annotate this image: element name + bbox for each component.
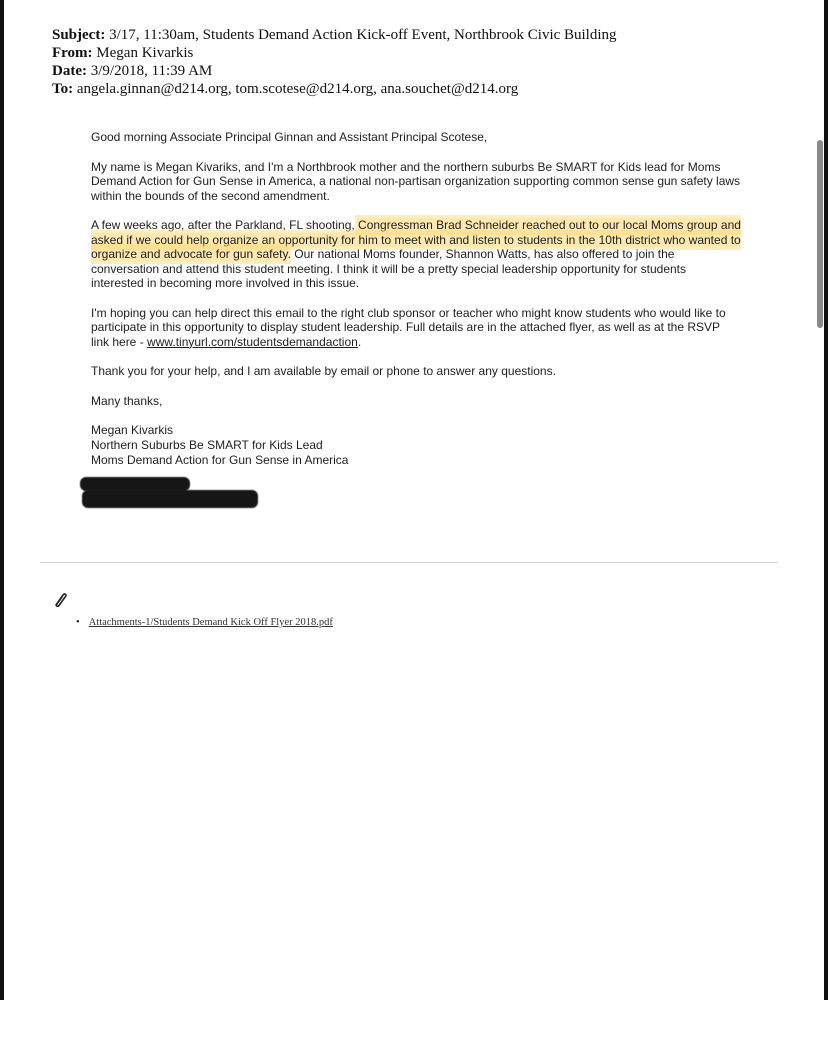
email-body	[91, 130, 741, 468]
paragraph-thanks: Thank you for your help, and I am available by email or phone to answer any questions.	[91, 364, 556, 378]
highlighted-text: Congressman Brad Schneider reached out to our local Moms group and asked if we could help organize an opportunity for him to meet with and listen to students in the 10th district who wanted to organize and advocate for gun safety	[91, 218, 741, 261]
subject-row	[52, 26, 792, 44]
closing: Many thanks,	[91, 393, 163, 408]
from-label: From:	[52, 45, 93, 61]
attachment-link[interactable]: Attachments-1/Students Demand Kick Off Flyer 2018.pdf	[88, 617, 333, 628]
from-row	[52, 44, 792, 62]
to-label: To:	[52, 81, 74, 97]
right-border	[824, 0, 828, 1000]
to-row	[52, 80, 792, 98]
paragraph-request-end: .	[357, 334, 362, 349]
signature-title: Northern Suburbs Be SMART for Kids Lead	[91, 438, 323, 452]
subject-label: Subject:	[52, 27, 106, 43]
paragraph-intro: My name is Megan Kivariks, and I'm a Northbrook mother and the northern suburbs Be SMART for Kids lead for Moms Demand Action for Gun Sense in America, a national non-partisan organization supporting common sense gun safety laws within the bounds of the second amendment.	[91, 159, 741, 203]
paragraph-request	[91, 306, 741, 350]
date-label: Date:	[52, 63, 87, 79]
signature	[91, 423, 741, 468]
from-value: Megan Kivarkis	[96, 45, 194, 61]
signature-name: Megan Kivarkis	[91, 423, 174, 437]
email-header	[52, 26, 792, 98]
redaction-bar	[80, 477, 190, 491]
paragraph-parkland-start: A few weeks ago, after the Parkland, FL shooting,	[91, 218, 359, 232]
scrollbar-thumb[interactable]	[817, 140, 823, 328]
rsvp-link[interactable]: www.tinyurl.com/studentsdemandaction	[147, 334, 358, 349]
paragraph-parkland-end: . Our national Moms founder, Shannon Watts, has also offered to join the conversation and attend this student meeting. I think it will be a pretty special leadership opportunity for students interested in becoming more involved in this issue.	[91, 247, 687, 290]
divider	[40, 562, 778, 563]
to-value: angela.ginnan@d214.org, tom.scotese@d214.org, ana.souchet@d214.org	[76, 81, 519, 97]
redaction-bar	[82, 490, 258, 508]
subject-value: 3/17, 11:30am, Students Demand Action Kick-off Event, Northbrook Civic Building	[109, 27, 617, 43]
left-border	[0, 0, 4, 1000]
date-row	[52, 62, 792, 80]
signature-org: Moms Demand Action for Gun Sense in America	[91, 453, 349, 467]
paragraph-request-start: I'm hoping you can help direct this email to the right club sponsor or teacher who might know students who would like to participate in this opportunity to display student leadership. Full details are in the attached flyer, as well as at the RSVP link here -	[91, 305, 726, 349]
date-value: 3/9/2018, 11:39 AM	[90, 63, 213, 79]
paperclip-icon	[50, 590, 70, 610]
attachment-item	[76, 617, 333, 628]
greeting: Good morning Associate Principal Ginnan and Assistant Principal Scotese,	[91, 130, 488, 144]
attachment-list	[76, 617, 333, 628]
paragraph-parkland	[91, 218, 741, 291]
